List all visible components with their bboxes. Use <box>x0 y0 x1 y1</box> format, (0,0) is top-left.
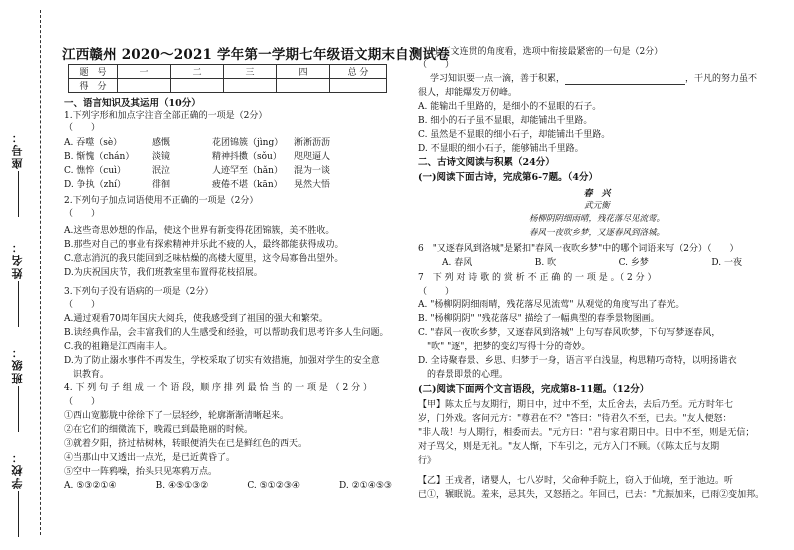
text-line <box>412 47 663 58</box>
text-line <box>418 456 436 467</box>
text-line <box>64 314 328 325</box>
text-line-content: 【甲】陈太丘与友期行，期日中，过中不至，太丘舍去，去后乃至。元方时年七 <box>418 400 734 410</box>
text-line-content: 学习知识要一点一滴，善于积累， <box>430 74 566 84</box>
text-line-content: 【乙】王戎者，诸婴人，七八岁时，父命种手院上，窃入于仙境，至于池边。听 <box>418 476 734 486</box>
text-line-content: B. 细小的石子虽不显眼，却能铺出千里路。 <box>418 116 593 126</box>
text-line <box>418 442 719 453</box>
text-line-content: （ ） <box>64 209 101 219</box>
score-input-cell[interactable] <box>171 79 224 93</box>
text-line <box>418 356 737 367</box>
score-input-cell[interactable] <box>277 79 330 93</box>
text-line <box>418 172 598 183</box>
text-line-content: 对子骂父，则是无礼。"友人惭，下车引之，元方入门不顾。（《陈太丘与友期 <box>418 442 720 452</box>
score-cell: 二 <box>171 65 224 79</box>
text-line <box>418 60 454 71</box>
text-line-content: 2.下列句子加点词语使用不正确的一项是（2分） <box>64 196 259 206</box>
question-1-option-cell: 精神抖擞（sǒu） <box>212 152 282 162</box>
text-line <box>64 98 201 109</box>
text-line-content: 已①，辗眠说。羞来，忌其失，又怒捂之。年回已，已去："尤振加来，已雨②变加邦。 <box>418 490 765 500</box>
score-table-header-row <box>69 65 387 79</box>
score-cell: 一 <box>118 65 171 79</box>
text-line <box>64 342 172 353</box>
option-item: C. ⑤①②③④ <box>247 481 300 491</box>
score-input-cell[interactable] <box>330 79 387 93</box>
option-item: A. 春风 <box>442 258 473 268</box>
text-line <box>64 411 289 422</box>
text-line <box>418 102 601 113</box>
score-cell: 总 分 <box>330 65 387 79</box>
binding-field[interactable] <box>6 130 30 217</box>
question-1-option-cell: A. 吞噬（sè） <box>64 138 123 148</box>
option-item: B. 吹 <box>534 258 557 268</box>
text-line-content: A. 能输出千里路的，是细小的不显眼的石子。 <box>418 102 602 112</box>
text-line-content: B. "杨柳阴阴" "残花落尽" 描绘了一幅典型的春季景物图画。 <box>418 314 660 324</box>
text-line-content: C.我的祖籍是江西南丰人。 <box>64 342 173 352</box>
score-cell: 三 <box>224 65 277 79</box>
text-line-content: "非人哉！与人期行，相委而去。"元方曰："君与家君期日中。日中不至，则是无信； <box>418 428 755 438</box>
fill-blank[interactable] <box>565 75 685 85</box>
binding-field[interactable] <box>6 345 30 432</box>
text-line <box>418 342 590 353</box>
text-line <box>64 383 372 394</box>
binding-field-label: 座号： <box>11 130 24 169</box>
text-line <box>64 240 343 251</box>
poem-line-1: 杨柳阴阴细雨晴，残花落尽见流莺。 <box>528 214 665 224</box>
text-line <box>418 157 555 168</box>
text-line-content: 岁，门外戏。客问元方："尊君在不？"答曰："待君久不至，已去。"友人便怒： <box>418 414 732 424</box>
binding-field-underline <box>18 491 19 537</box>
text-line-content: A. "杨柳阴阴细雨晴，残花落尽见流莺" 从观觉的角度写出了春光。 <box>418 300 685 310</box>
text-line <box>418 287 454 298</box>
text-line-content: 很人，却能爆发万仞峰。 <box>418 88 518 98</box>
text-line-content: ，干凡的努力虽不 <box>685 74 758 84</box>
question-1-option-cell: 淅淅沥沥 <box>294 138 331 148</box>
text-line-content: C. "春风一夜吹乡梦，又逐春风到洛城" 上句写春风吹梦，下句写梦逐春风， <box>418 328 721 338</box>
text-line-content: 一、语言知识及其运用（10分） <box>64 98 201 109</box>
text-line <box>64 328 388 339</box>
text-line <box>430 74 757 85</box>
text-line-content: B.那些对自己的事业有探索精神并乐此不疲的人，最终都能获得成功。 <box>64 240 344 250</box>
question-1-option-cell: C. 憔悴（cuì） <box>64 166 127 176</box>
binding-field-label: 姓名： <box>11 240 24 279</box>
text-line-content: 识教育。 <box>64 370 110 380</box>
poem-line-2: 春风一夜吹乡梦，又逐春风到洛城。 <box>528 228 665 238</box>
text-line-content: "吹" "逐"，把梦的变幻写得十分的奇妙。 <box>418 342 591 352</box>
text-line-content: （ ） <box>64 300 101 310</box>
question-1-option-cell: 花团锦簇（jìng） <box>212 138 284 148</box>
option-item: B. ④⑤①③② <box>155 481 209 491</box>
text-line-content: B.读经典作品，会丰富我们的人生感受和经验，可以帮助我们思考许多人生问题。 <box>64 328 389 338</box>
score-cell: 四 <box>277 65 330 79</box>
text-line <box>418 314 660 325</box>
binding-field-label: 学校： <box>11 450 24 489</box>
text-line-content: 3.下列句子没有语病的一项是（2分） <box>64 287 214 297</box>
text-line <box>64 268 263 279</box>
text-line-content: D.为庆祝国庆节，我们班教室里布置得花枝招展。 <box>64 268 263 278</box>
question-1-option-cell: 疲倦不堪（kān） <box>212 180 283 190</box>
text-line-content: D. 不显眼的细小石子，能够铺出千里路。 <box>418 144 584 154</box>
text-line <box>418 130 610 141</box>
text-line-content: （ ） <box>418 60 455 70</box>
text-line-content: （ ） <box>418 287 455 297</box>
binding-margin <box>0 0 58 550</box>
text-line-content: 6 "又逐春风到洛城"是紧扣"春风一夜吹乡梦"中的哪个词语来写（2分）（ ） <box>418 244 739 254</box>
text-line <box>418 384 649 395</box>
binding-field[interactable] <box>6 240 30 327</box>
text-line-content: C. 虽然是不显眼的细小石子，却能铺出千里路。 <box>418 130 611 140</box>
text-line <box>64 467 217 478</box>
binding-field-label: 班级： <box>11 345 24 384</box>
question-1-option-cell: 泯泣 <box>152 166 171 176</box>
poem-title: 春 兴 <box>583 189 611 199</box>
question-6-options <box>442 258 742 269</box>
text-line <box>64 111 267 122</box>
text-line <box>418 144 584 155</box>
text-line-content: A.这些奇思妙想的作品，使这个世界有新变得花团锦簇，美不胜收。 <box>64 226 335 236</box>
question-1-option-cell: 淡镜 <box>152 152 171 162</box>
option-item: D. ②①④⑤③ <box>339 481 392 491</box>
score-table <box>68 64 387 93</box>
text-line <box>64 254 343 265</box>
text-line <box>418 400 733 411</box>
left-column <box>62 0 450 550</box>
binding-dashed-line <box>40 10 41 535</box>
text-line-content: ④当那山中又透出一点光，是已近黄昏了。 <box>64 453 236 463</box>
text-line <box>418 328 720 339</box>
score-input-cell[interactable] <box>224 79 277 93</box>
text-line-content: D.为了防止溺水事件不再发生，学校采取了切实有效措施，加强对学生的安全意 <box>64 356 380 366</box>
text-line <box>64 425 253 436</box>
binding-field-underline <box>18 281 19 327</box>
text-line <box>64 226 334 237</box>
text-line <box>418 244 739 255</box>
right-column <box>412 0 782 550</box>
text-line-content: ①西山宽膨胧中徐徐下了一层轻纱，轮廓渐渐清晰起来。 <box>64 411 290 421</box>
text-line <box>64 356 380 367</box>
score-input-cell[interactable] <box>118 79 171 93</box>
poem-author: 武元衡 <box>584 201 610 211</box>
text-line <box>418 490 764 501</box>
text-line <box>418 273 656 284</box>
text-line <box>64 123 100 134</box>
text-line-content: 4. 下 列 句 子 组 成 一 个 语 段，顺 序 排 列 最 恰 当 的 一 项 是 （ 2 分 ） <box>64 383 372 393</box>
text-line-content: D. 全诗聚春景、乡思、归梦于一身，语言平白浅显，构思精巧奇特，以明扬谐衣 <box>418 356 737 366</box>
text-line-content: ⑤空中一阵鸦噪，抬头只见寒鸦万点。 <box>64 467 218 477</box>
text-line <box>64 287 213 298</box>
text-line <box>418 370 508 381</box>
text-line-content: A.通过观看70周年国庆大阅兵，使我感受到了祖国的强大和繁荣。 <box>64 314 328 324</box>
binding-field[interactable] <box>6 450 30 537</box>
text-line-content: C.意志消沉的我只能回到乏味枯燥的高楼大厦里，这令局寡鲁出望外。 <box>64 254 344 264</box>
text-line <box>64 196 258 207</box>
text-line-content: 1.下列字形和加点字注音全部正确的一项是（2分） <box>64 111 268 121</box>
question-1-option-cell: 晃然大悟 <box>294 180 331 190</box>
text-line <box>64 453 235 464</box>
score-cell: 题 号 <box>69 65 118 79</box>
question-1-option-cell: D. 争执（zhí） <box>64 180 127 190</box>
question-1-option-cell: 感慨 <box>152 138 171 148</box>
binding-field-underline <box>18 386 19 432</box>
text-line <box>418 88 517 99</box>
text-line <box>64 209 100 220</box>
text-line-content: ③就着夕阳，挤过枯树林，转眼便消失在已是鲜红色的西天。 <box>64 439 308 449</box>
text-line <box>64 300 100 311</box>
score-cell: 得 分 <box>69 79 118 93</box>
text-line-content: ②在它们的细微流下，晚霞已到最艳丽的时候。 <box>64 425 254 435</box>
text-line <box>418 476 733 487</box>
option-item: A. ⑤③②①④ <box>64 481 117 491</box>
text-line-content: 的春景即景的心理。 <box>418 370 509 380</box>
option-item: C. 乡梦 <box>618 258 649 268</box>
text-line <box>418 116 592 127</box>
question-1-option-cell: 人迹罕至（hǎn） <box>212 166 283 176</box>
text-line <box>418 428 754 439</box>
text-line-content: （ ） <box>64 397 101 407</box>
text-line <box>64 397 100 408</box>
text-line-content: (二)阅读下面两个文言语段，完成第8-11题。（12分） <box>418 384 650 395</box>
text-line-content: 5. 从上下文连贯的角度看，选项中衔接最紧密的一句是（2分） <box>412 47 664 57</box>
text-line <box>418 414 732 425</box>
text-line-content: （ ） <box>64 123 101 133</box>
text-line-content: 7 下 列 对 诗 歌 的 赏 析 不 正 确 的 一 项 是 。（ 2 分 ） <box>418 273 657 283</box>
score-table-value-row <box>69 79 387 93</box>
exam-title: 江西赣州 2020～2021 学年第一学期七年级语文期末自测试卷 <box>62 47 450 63</box>
text-line-content: 行》 <box>418 456 437 466</box>
question-1-option-cell: 徘徊 <box>152 180 171 190</box>
text-line <box>418 300 684 311</box>
text-line-content: (一)阅读下面古诗，完成第6-7题。（4分） <box>418 172 599 183</box>
text-line <box>64 370 109 381</box>
question-1-option-cell: 混为一谈 <box>294 166 331 176</box>
text-line <box>64 439 307 450</box>
question-1-option-cell: 咫咫逼人 <box>294 152 331 162</box>
option-item: D. 一夜 <box>711 258 742 268</box>
text-line-content: 二、古诗文阅读与积累（24分） <box>418 157 555 168</box>
question-4-options <box>64 481 392 492</box>
binding-field-underline <box>18 171 19 217</box>
question-1-option-cell: B. 惭愧（chán） <box>64 152 135 162</box>
